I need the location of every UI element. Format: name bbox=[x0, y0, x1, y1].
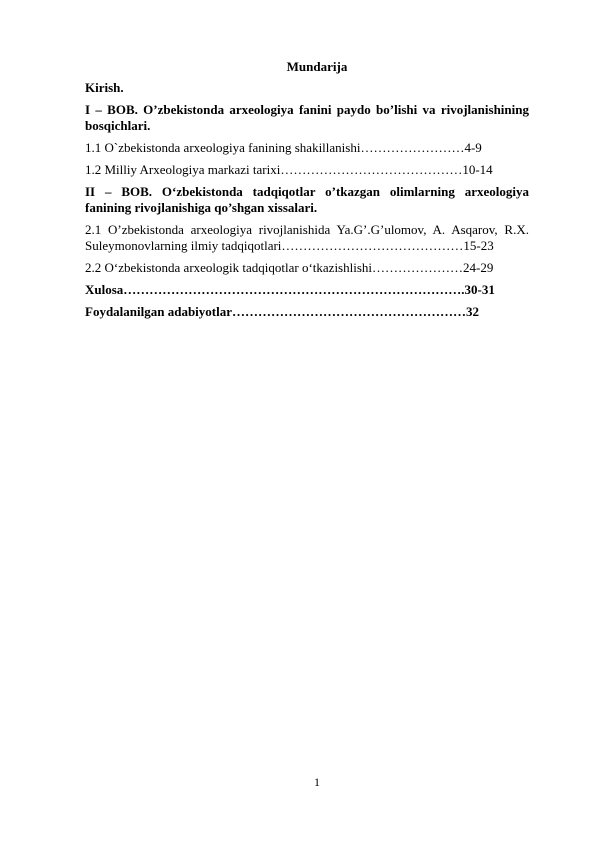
toc-entry-section-2-1: 2.1 O’zbekistonda arxeologiya rivojlanishida Ya.G’.G’ulomov, A. Asqarov, R.X. Suleymonovlarning ilmiy tadqiqotlari……………………………………15-23 bbox=[85, 222, 529, 253]
toc-entry-section-1-2: 1.2 Milliy Arxeologiya markazi tarixi……………………………………10-14 bbox=[85, 162, 493, 177]
toc-entry-section-2-2: 2.2 O‘zbekistonda arxeologik tadqiqotlar o‘tkazishlishi…………………24-29 bbox=[85, 260, 494, 275]
toc-entry-introduction: Kirish. bbox=[85, 80, 124, 95]
toc-entry-conclusion: Xulosa…………………………………………………………………….30-31 bbox=[85, 282, 495, 297]
page-title: Mundarija bbox=[286, 59, 348, 74]
toc-entry-chapter-1: I – BOB. O’zbekistonda arxeologiya fanini paydo bo’lishi va rivojlanishining bosqichlari. bbox=[85, 102, 529, 133]
toc-entry-section-1-1: 1.1 O`zbekistonda arxeologiya fanining shakillanishi……………………4-9 bbox=[85, 140, 482, 155]
table-of-contents bbox=[85, 80, 529, 326]
page-number: 1 bbox=[314, 775, 320, 789]
toc-entry-references: Foydalanilgan adabiyotlar………………………………………………32 bbox=[85, 304, 479, 319]
toc-entry-chapter-2: II – BOB. O‘zbekistonda tadqiqotlar o’tkazgan olimlarning arxeologiya fanining rivojlanishiga qo’shgan xissalari. bbox=[85, 184, 529, 215]
